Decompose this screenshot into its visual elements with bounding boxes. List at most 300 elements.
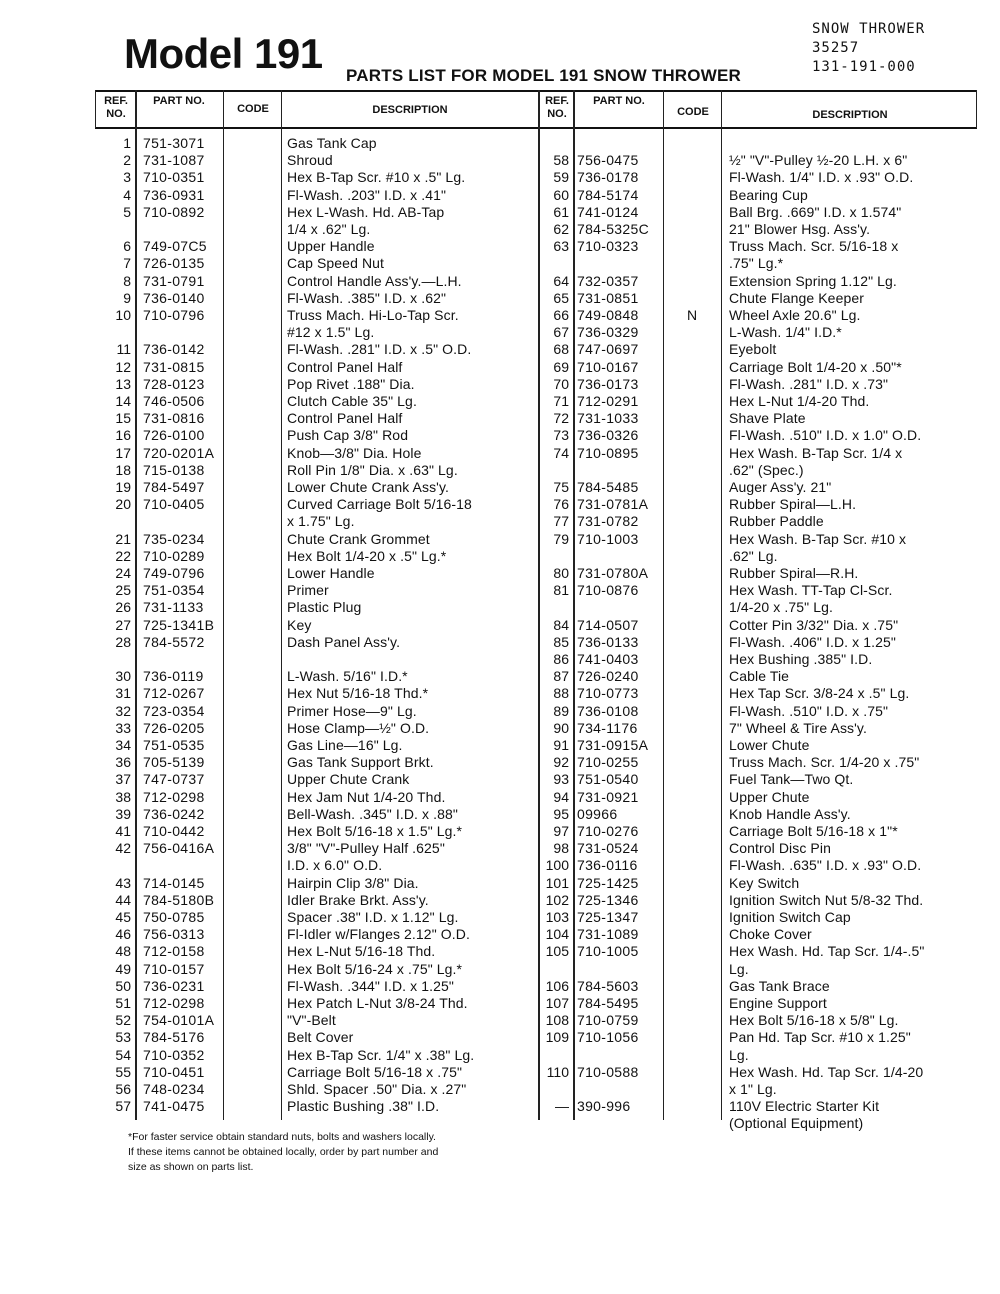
part-number: 731-0780A xyxy=(577,565,649,581)
ref-number: 107 xyxy=(545,995,569,1011)
footnote-line: If these items cannot be obtained locally, order by part number and xyxy=(128,1146,439,1158)
ref-number: 77 xyxy=(553,513,569,530)
part-number: 736-0231 xyxy=(143,977,205,994)
description: Upper Handle xyxy=(287,238,375,255)
part-number: 723-0354 xyxy=(143,702,205,719)
description: Lower Chute xyxy=(729,737,810,753)
part-number: 736-0142 xyxy=(143,341,205,358)
part-number: 725-1341B xyxy=(143,616,215,633)
part-number: 736-0242 xyxy=(143,805,205,822)
description: Truss Mach. Scr. 1/4-20 x .75" xyxy=(729,754,920,771)
description: Idler Brake Brkt. Ass'y. xyxy=(287,891,429,908)
ref-number: 6 xyxy=(123,238,131,255)
ref-number: 102 xyxy=(545,891,569,908)
part-number: 754-0101A xyxy=(143,1012,215,1029)
part-number: 756-0475 xyxy=(577,152,639,169)
ref-number: 20 xyxy=(115,496,131,513)
part-number: 736-0931 xyxy=(143,186,205,203)
description: Hex L-Nut 1/4-20 Thd. xyxy=(729,393,870,409)
part-number: 731-1133 xyxy=(143,599,204,616)
description: 7" Wheel & Tire Ass'y. xyxy=(729,719,867,736)
ref-number: 67 xyxy=(553,324,569,341)
ref-number: 14 xyxy=(115,393,131,409)
header-description: DESCRIPTION xyxy=(372,104,448,116)
part-number: 712-0291 xyxy=(577,393,639,409)
stamp-line: 131-191-000 xyxy=(812,59,916,75)
description: Control Disc Pin xyxy=(729,840,831,857)
description: Clutch Cable 35" Lg. xyxy=(287,393,417,409)
ref-number: 85 xyxy=(553,633,569,650)
part-number: 736-0133 xyxy=(577,633,639,650)
column-divider xyxy=(281,90,282,1120)
ref-number: 32 xyxy=(115,702,131,719)
description: Cable Tie xyxy=(729,668,790,685)
part-number: 731-0781A xyxy=(577,496,649,513)
ref-number: 45 xyxy=(115,909,131,925)
header-part-no: PART NO. xyxy=(153,95,205,107)
ref-number: 106 xyxy=(545,977,569,994)
part-number: 784-5497 xyxy=(143,479,205,495)
part-number: 710-0895 xyxy=(577,444,639,461)
description: Gas Tank Cap xyxy=(287,135,377,151)
ref-number: 36 xyxy=(115,754,131,771)
ref-number: 108 xyxy=(545,1012,569,1029)
stamp-line: 35257 xyxy=(812,40,860,56)
ref-number: 110 xyxy=(546,1063,569,1080)
part-number: 731-1089 xyxy=(577,926,639,943)
ref-number: 91 xyxy=(553,737,569,753)
part-number: 710-0157 xyxy=(143,960,205,977)
ref-number: 10 xyxy=(115,307,131,323)
ref-number: 75 xyxy=(553,479,569,495)
part-number: 710-0796 xyxy=(143,307,205,323)
description: Hex Bolt 1/4-20 x .5" Lg.* xyxy=(287,547,447,564)
ref-number: 38 xyxy=(115,788,131,805)
description: Fl-Wash. .203" I.D. x .41" xyxy=(287,186,447,203)
part-number: 726-0240 xyxy=(577,668,639,685)
description: 3/8" "V"-Pulley Half .625" xyxy=(287,840,445,857)
ref-number: 8 xyxy=(123,272,131,289)
part-number: 732-0357 xyxy=(577,272,639,289)
description: Carriage Bolt 1/4-20 x .50"* xyxy=(729,358,902,375)
part-number: 731-1087 xyxy=(143,152,205,169)
ref-number: 95 xyxy=(553,805,569,822)
description: Hose Clamp—½" O.D. xyxy=(287,719,430,736)
ref-number: 41 xyxy=(115,823,131,839)
description: Cotter Pin 3/32" Dia. x .75" xyxy=(729,616,899,633)
part-number: 741-0124 xyxy=(577,203,639,220)
description: Shroud xyxy=(287,152,333,169)
description: 21" Blower Hsg. Ass'y. xyxy=(729,221,871,237)
ref-number: 103 xyxy=(545,909,569,925)
ref-number: 105 xyxy=(545,943,569,960)
part-number: 736-0326 xyxy=(577,427,639,444)
ref-number: 93 xyxy=(553,771,569,788)
ref-number: 52 xyxy=(115,1012,131,1029)
description: Lower Handle xyxy=(287,565,375,581)
part-number: 726-0135 xyxy=(143,255,205,272)
description: Fl-Wash. .281" I.D. x .5" O.D. xyxy=(287,341,472,358)
part-number: 751-0354 xyxy=(143,582,205,599)
ref-number: 3 xyxy=(123,169,131,186)
column-divider xyxy=(223,90,224,1120)
ref-number: 69 xyxy=(553,358,569,375)
description: Key Switch xyxy=(729,874,800,891)
part-number: 726-0100 xyxy=(143,427,205,444)
part-number: 710-0773 xyxy=(577,685,639,702)
ref-number: 57 xyxy=(115,1098,131,1115)
description: Bell-Wash. .345" I.D. x .88" xyxy=(287,805,458,822)
description: Chute Crank Grommet xyxy=(287,530,430,547)
part-number: 710-0352 xyxy=(143,1046,205,1063)
description: x 1.75" Lg. xyxy=(287,513,355,530)
description: Rubber Paddle xyxy=(729,513,824,530)
ref-number: 104 xyxy=(545,926,569,943)
ref-number: 72 xyxy=(553,410,569,427)
part-number: 748-0234 xyxy=(143,1081,205,1097)
part-number: 710-0876 xyxy=(577,582,639,599)
description: Hex Bolt 5/16-18 x 1.5" Lg.* xyxy=(287,823,463,839)
part-number: 741-0403 xyxy=(577,651,639,667)
description: Ball Brg. .669" I.D. x 1.574" xyxy=(729,203,902,220)
ref-number: 63 xyxy=(553,238,569,255)
part-number: 710-0405 xyxy=(143,496,205,513)
ref-number: 25 xyxy=(115,582,131,599)
description: Fl-Wash. .510" I.D. x 1.0" O.D. xyxy=(729,427,922,444)
part-number: 710-1003 xyxy=(577,530,639,547)
description: Gas Tank Support Brkt. xyxy=(287,754,434,771)
description: Hex Jam Nut 1/4-20 Thd. xyxy=(287,788,446,805)
part-number: 712-0158 xyxy=(143,943,205,960)
description: Carriage Bolt 5/16-18 x 1"* xyxy=(729,823,898,839)
part-number: 756-0416A xyxy=(143,840,215,857)
description: Fl-Wash. .510" I.D. x .75" xyxy=(729,702,889,719)
description: Knob Handle Ass'y. xyxy=(729,805,851,822)
description: Lg. xyxy=(729,1046,749,1063)
part-number: 710-0167 xyxy=(577,358,639,375)
description: Carriage Bolt 5/16-18 x .75" xyxy=(287,1063,463,1080)
part-number: 747-0697 xyxy=(577,341,639,358)
ref-number: 60 xyxy=(553,186,569,203)
part-number: 736-0119 xyxy=(143,668,204,685)
ref-number: 55 xyxy=(115,1063,131,1080)
description: Rubber Spiral—R.H. xyxy=(729,565,859,581)
ref-number: 70 xyxy=(553,375,569,392)
part-number: 731-0816 xyxy=(143,410,205,427)
part-number: 712-0298 xyxy=(143,995,205,1011)
ref-number: 33 xyxy=(115,719,131,736)
ref-number: 27 xyxy=(115,616,131,633)
ref-number: 46 xyxy=(115,926,131,943)
ref-number: 9 xyxy=(123,289,131,306)
ref-number: 100 xyxy=(545,857,569,874)
ref-number: 43 xyxy=(115,874,131,891)
description: Fl-Wash. .406" I.D. x 1.25" xyxy=(729,633,896,650)
ref-number: 74 xyxy=(553,444,569,461)
stamp-line: SNOW THROWER xyxy=(812,21,926,37)
ref-number: 65 xyxy=(553,289,569,306)
ref-number: 1 xyxy=(123,135,131,151)
description: Upper Chute xyxy=(729,788,810,805)
description: Fl-Wash. .385" I.D. x .62" xyxy=(287,289,447,306)
part-number: 731-0915A xyxy=(577,737,649,753)
description: I.D. x 6.0" O.D. xyxy=(287,857,383,874)
ref-number: 88 xyxy=(553,685,569,702)
ref-number: 19 xyxy=(115,479,131,495)
header-description: DESCRIPTION xyxy=(812,109,888,121)
ref-number: 76 xyxy=(553,496,569,513)
description: L-Wash. 5/16" I.D.* xyxy=(287,668,408,685)
part-number: 731-0524 xyxy=(577,840,639,857)
ref-number: 17 xyxy=(115,444,131,461)
description: Hex B-Tap Scr. 1/4" x .38" Lg. xyxy=(287,1046,475,1063)
ref-number: 15 xyxy=(115,410,131,427)
description: Fuel Tank—Two Qt. xyxy=(729,771,854,788)
part-number: 731-1033 xyxy=(577,410,639,427)
description: Hex Wash. B-Tap Scr. 1/4 x xyxy=(729,444,903,461)
ref-number: 44 xyxy=(115,891,131,908)
column-divider xyxy=(573,90,575,1120)
part-number: 747-0737 xyxy=(143,771,205,788)
part-number: 710-0323 xyxy=(577,238,639,255)
description: Curved Carriage Bolt 5/16-18 xyxy=(287,496,472,513)
part-number: 734-1176 xyxy=(577,719,638,736)
description: Roll Pin 1/8" Dia. x .63" Lg. xyxy=(287,461,458,478)
part-number: 710-0759 xyxy=(577,1012,639,1029)
description: Upper Chute Crank xyxy=(287,771,410,788)
part-number: 784-5176 xyxy=(143,1029,205,1046)
ref-number: 62 xyxy=(553,221,569,237)
description: Chute Flange Keeper xyxy=(729,289,864,306)
ref-number: 21 xyxy=(115,530,131,547)
description: Knob—3/8" Dia. Hole xyxy=(287,444,422,461)
ref-number: 39 xyxy=(115,805,131,822)
ref-number: 92 xyxy=(553,754,569,771)
description: Truss Mach. Scr. 5/16-18 x xyxy=(729,238,899,255)
part-number: 725-1347 xyxy=(577,909,639,925)
description: Pop Rivet .188" Dia. xyxy=(287,375,415,392)
description: Cap Speed Nut xyxy=(287,255,385,272)
description: 1/4 x .62" Lg. xyxy=(287,221,371,237)
description: Hex Wash. Hd. Tap Scr. 1/4-.5" xyxy=(729,943,925,960)
ref-number: 16 xyxy=(115,427,131,444)
part-number: 756-0313 xyxy=(143,926,205,943)
part-number: 720-0201A xyxy=(143,444,215,461)
description: .62" (Spec.) xyxy=(729,461,804,478)
part-number: 749-0796 xyxy=(143,565,205,581)
description: Hex Bolt 5/16-18 x 5/8" Lg. xyxy=(729,1012,899,1029)
footnote xyxy=(128,1130,438,1175)
description: Lower Chute Crank Ass'y. xyxy=(287,479,449,495)
description: ½" "V"-Pulley ½-20 L.H. x 6" xyxy=(729,152,908,169)
description: Ignition Switch Cap xyxy=(729,909,851,925)
code: N xyxy=(687,307,698,323)
part-number: 749-07C5 xyxy=(143,238,207,255)
description: Fl-Wash. .635" I.D. x .93" O.D. xyxy=(729,857,922,874)
ref-number: 54 xyxy=(115,1046,131,1063)
ref-number: 53 xyxy=(115,1029,131,1046)
ref-number: 50 xyxy=(115,977,131,994)
parts-table xyxy=(95,90,977,1132)
description: Gas Tank Brace xyxy=(729,977,830,994)
ref-number: 37 xyxy=(115,771,131,788)
part-number: 731-0851 xyxy=(577,289,639,306)
part-number: 390-996 xyxy=(577,1098,631,1115)
header-ref-no: REF. NO. xyxy=(545,95,569,120)
ref-number: 89 xyxy=(553,702,569,719)
part-number: 710-0892 xyxy=(143,203,205,220)
part-number: 09966 xyxy=(577,805,618,822)
description: Hex Nut 5/16-18 Thd.* xyxy=(287,685,429,702)
ref-number: 58 xyxy=(553,152,569,169)
part-number: 784-5485 xyxy=(577,479,639,495)
description: Eyebolt xyxy=(729,341,777,358)
header-part-no: PART NO. xyxy=(593,95,645,107)
part-number: 731-0921 xyxy=(577,788,639,805)
part-number: 710-0351 xyxy=(143,169,205,186)
part-number: 726-0205 xyxy=(143,719,205,736)
description: "V"-Belt xyxy=(287,1012,336,1029)
part-number: 736-0116 xyxy=(577,857,638,874)
description: Auger Ass'y. 21" xyxy=(729,479,832,495)
part-number: 705-5139 xyxy=(143,754,205,771)
description: Ignition Switch Nut 5/8-32 Thd. xyxy=(729,891,924,908)
description: Gas Line—16" Lg. xyxy=(287,737,403,753)
part-number: 731-0791 xyxy=(143,272,205,289)
column-divider xyxy=(976,90,977,128)
description: Fl-Wash. .281" I.D. x .73" xyxy=(729,375,889,392)
part-number: 710-1056 xyxy=(577,1029,639,1046)
ref-number: 90 xyxy=(553,719,569,736)
description: L-Wash. 1/4" I.D.* xyxy=(729,324,842,341)
description: Hex Patch L-Nut 3/8-24 Thd. xyxy=(287,995,468,1011)
part-number: 710-0588 xyxy=(577,1063,639,1080)
model-title: Model 191 xyxy=(124,30,323,77)
part-number: 731-0815 xyxy=(143,358,205,375)
part-number: 784-5495 xyxy=(577,995,639,1011)
description: Hex Wash. B-Tap Scr. #10 x xyxy=(729,530,907,547)
part-number: 725-1425 xyxy=(577,874,639,891)
description: .75" Lg.* xyxy=(729,255,784,272)
description: Dash Panel Ass'y. xyxy=(287,633,401,650)
description: #12 x 1.5" Lg. xyxy=(287,324,375,341)
part-number: 784-5603 xyxy=(577,977,639,994)
part-number: 736-0329 xyxy=(577,324,639,341)
ref-number: 97 xyxy=(553,823,569,839)
table-top-rule xyxy=(95,90,977,92)
ref-number: 80 xyxy=(553,565,569,581)
column-divider xyxy=(721,90,722,1120)
ref-number: 18 xyxy=(115,461,131,478)
ref-number: 66 xyxy=(553,307,569,323)
description: Rubber Spiral—L.H. xyxy=(729,496,857,513)
part-number: 710-0255 xyxy=(577,754,639,771)
header-code: CODE xyxy=(677,106,709,118)
ref-number: — xyxy=(555,1098,569,1115)
description: 1/4-20 x .75" Lg. xyxy=(729,599,833,616)
ref-number: 7 xyxy=(123,255,131,272)
description: Control Panel Half xyxy=(287,410,403,427)
description: Bearing Cup xyxy=(729,186,808,203)
ref-number: 87 xyxy=(553,668,569,685)
description: Choke Cover xyxy=(729,926,812,943)
ref-number: 84 xyxy=(553,616,569,633)
column-divider xyxy=(663,90,664,1120)
column-divider xyxy=(135,90,137,1120)
part-number: 731-0782 xyxy=(577,513,639,530)
ref-number: 98 xyxy=(553,840,569,857)
part-number: 710-0451 xyxy=(143,1063,205,1080)
ref-number: 30 xyxy=(115,668,131,685)
ref-number: 79 xyxy=(553,530,569,547)
ref-number: 12 xyxy=(115,358,131,375)
column-divider xyxy=(95,90,96,128)
ref-number: 11 xyxy=(116,341,131,358)
part-number: 741-0475 xyxy=(143,1098,205,1115)
ref-number: 94 xyxy=(553,788,569,805)
part-number: 714-0145 xyxy=(143,874,205,891)
description: Plastic Plug xyxy=(287,599,362,616)
description: Belt Cover xyxy=(287,1029,354,1046)
description: Lg. xyxy=(729,960,749,977)
part-number: 749-0848 xyxy=(577,307,639,323)
part-number: 728-0123 xyxy=(143,375,205,392)
description: Hex L-Nut 5/16-18 Thd. xyxy=(287,943,436,960)
header-bottom-rule xyxy=(95,127,977,129)
part-number: 735-0234 xyxy=(143,530,205,547)
ref-number: 86 xyxy=(553,651,569,667)
footnote-line: *For faster service obtain standard nuts, bolts and washers locally. xyxy=(128,1131,436,1143)
ref-number: 2 xyxy=(123,152,131,169)
description: Control Handle Ass'y.—L.H. xyxy=(287,272,462,289)
part-number: 784-5325C xyxy=(577,221,649,237)
description: Plastic Bushing .38" I.D. xyxy=(287,1098,440,1115)
part-number: 751-3071 xyxy=(143,135,205,151)
part-number: 736-0140 xyxy=(143,289,205,306)
description: Fl-Idler w/Flanges 2.12" O.D. xyxy=(287,926,470,943)
description: Shave Plate xyxy=(729,410,806,427)
ref-number: 109 xyxy=(545,1029,569,1046)
description: 110V Electric Starter Kit xyxy=(729,1098,880,1115)
part-number: 710-0276 xyxy=(577,823,639,839)
ref-number: 61 xyxy=(553,203,569,220)
ref-number: 26 xyxy=(115,599,131,616)
ref-number: 51 xyxy=(115,995,131,1011)
footnote-line: size as shown on parts list. xyxy=(128,1161,254,1173)
ref-number: 34 xyxy=(115,737,131,753)
part-number: 712-0298 xyxy=(143,788,205,805)
description: Pan Hd. Tap Scr. #10 x 1.25" xyxy=(729,1029,911,1046)
description: Spacer .38" I.D. x 1.12" Lg. xyxy=(287,909,459,925)
description: Extension Spring 1.12" Lg. xyxy=(729,272,897,289)
description: Wheel Axle 20.6" Lg. xyxy=(729,307,861,323)
description: Hex L-Wash. Hd. AB-Tap xyxy=(287,203,445,220)
part-number: 712-0267 xyxy=(143,685,205,702)
ref-number: 48 xyxy=(115,943,131,960)
description: Hex Wash. Hd. Tap Scr. 1/4-20 xyxy=(729,1063,924,1080)
part-number: 725-1346 xyxy=(577,891,639,908)
ref-number: 56 xyxy=(115,1081,131,1097)
description: Push Cap 3/8" Rod xyxy=(287,427,409,444)
ref-number: 68 xyxy=(553,341,569,358)
description: Primer Hose—9" Lg. xyxy=(287,702,417,719)
description: Primer xyxy=(287,582,329,599)
ref-number: 4 xyxy=(123,186,131,203)
ref-number: 31 xyxy=(115,685,131,702)
description: Hex Bushing .385" I.D. xyxy=(729,651,873,667)
part-number: 715-0138 xyxy=(143,461,205,478)
part-number: 751-0540 xyxy=(577,771,639,788)
